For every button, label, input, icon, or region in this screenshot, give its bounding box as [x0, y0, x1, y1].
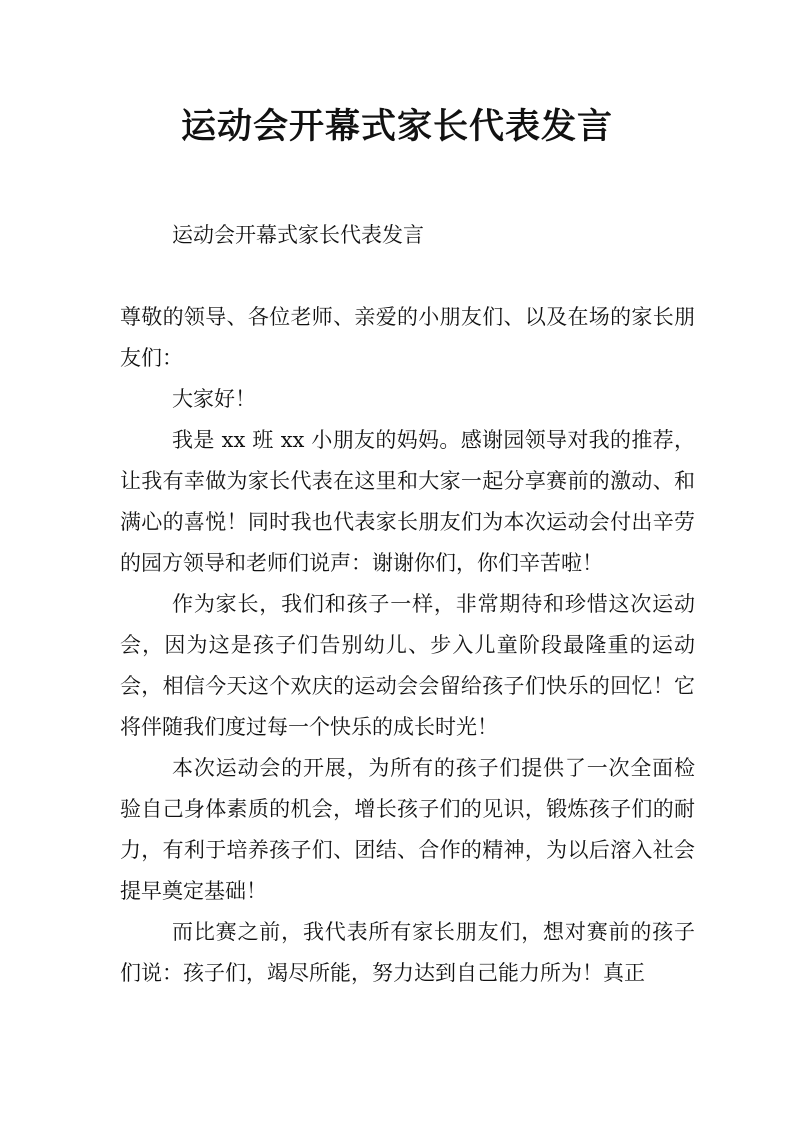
document-body	[120, 215, 695, 994]
paragraph-greeting: 大家好！	[172, 387, 256, 411]
paragraph-expectation: 作为家长，我们和孩子一样，非常期待和珍惜这次运动会，因为这是孩子们告别幼儿、步入儿童阶段最隆重的运动会，相信今天这个欢庆的运动会会留给孩子们快乐的回忆！它将伴随我们度过每一个快乐的成长时光！	[120, 592, 695, 739]
document-subtitle: 运动会开幕式家长代表发言	[172, 223, 424, 247]
paragraph-significance: 本次运动会的开展，为所有的孩子们提供了一次全面检验自己身体素质的机会，增长孩子们的见识，锻炼孩子们的耐力，有利于培养孩子们、团结、合作的精神，为以后溶入社会提早奠定基础！	[120, 756, 695, 903]
paragraph-introduction: 我是 xx 班 xx 小朋友的妈妈。感谢园领导对我的推荐，让我有幸做为家长代表在这里和大家一起分享赛前的激动、和满心的喜悦！同时我也代表家长朋友们为本次运动会付出辛劳的园方领导和老师们说声：谢谢你们，你们辛苦啦！	[120, 428, 695, 575]
paragraph-encouragement: 而比赛之前，我代表所有家长朋友们，想对赛前的孩子们说：孩子们，竭尽所能，努力达到自己能力所为！真正	[120, 920, 695, 985]
document-title: 运动会开幕式家长代表发言	[180, 106, 613, 147]
salutation-paragraph: 尊敬的领导、各位老师、亲爱的小朋友们、以及在场的家长朋友们：	[120, 305, 695, 370]
